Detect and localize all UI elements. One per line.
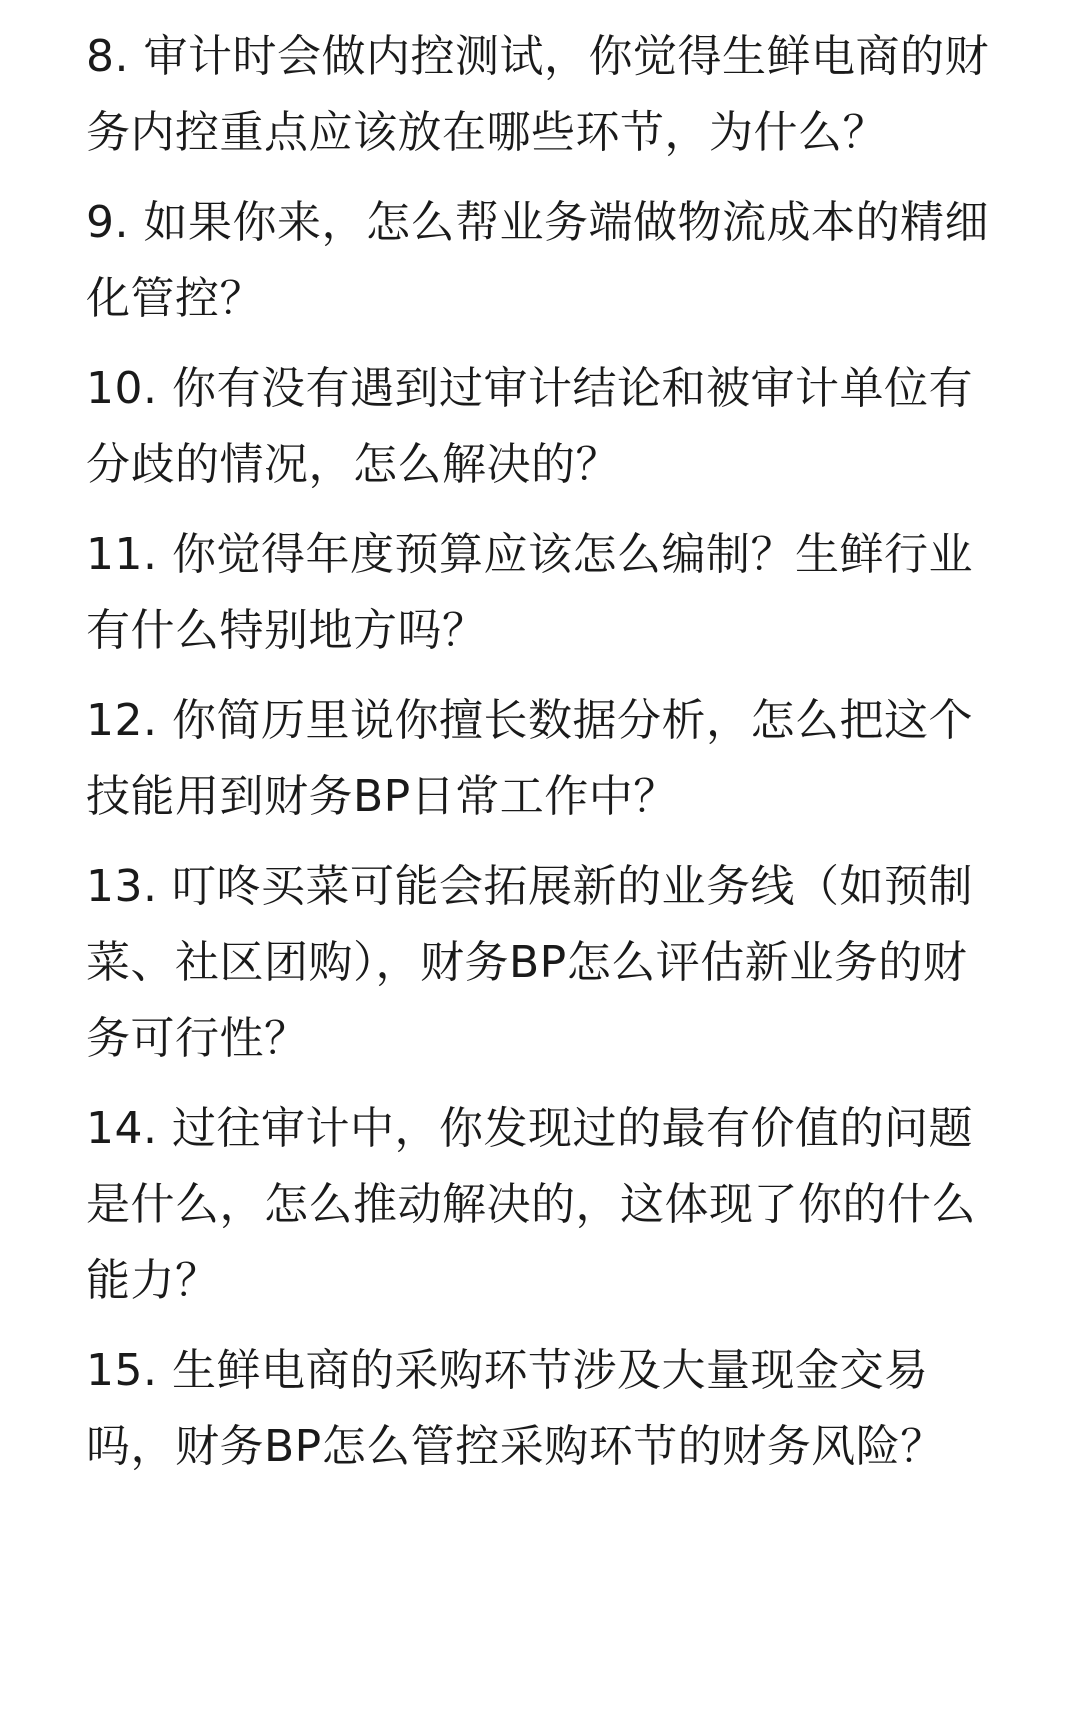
question-item: 10. 你有没有遇到过审计结论和被审计单位有分歧的情况，怎么解决的？	[86, 363, 973, 490]
question-item: 9. 如果你来，怎么帮业务端做物流成本的精细化管控？	[86, 197, 989, 324]
question-item: 14. 过往审计中，你发现过的最有价值的问题是什么，怎么推动解决的，这体现了你的什么能力？	[86, 1103, 976, 1306]
question-item: 11. 你觉得年度预算应该怎么编制？生鲜行业有什么特别地方吗？	[86, 529, 973, 656]
question-item: 8. 审计时会做内控测试，你觉得生鲜电商的财务内控重点应该放在哪些环节，为什么？	[86, 31, 989, 158]
question-item: 12. 你简历里说你擅长数据分析，怎么把这个技能用到财务BP日常工作中？	[86, 695, 973, 822]
question-item: 15. 生鲜电商的采购环节涉及大量现金交易吗，财务BP怎么管控采购环节的财务风险？	[86, 1345, 945, 1472]
question-item: 13. 叮咚买菜可能会拓展新的业务线（如预制菜、社区团购），财务BP怎么评估新业务的财务可行性？	[86, 861, 973, 1064]
